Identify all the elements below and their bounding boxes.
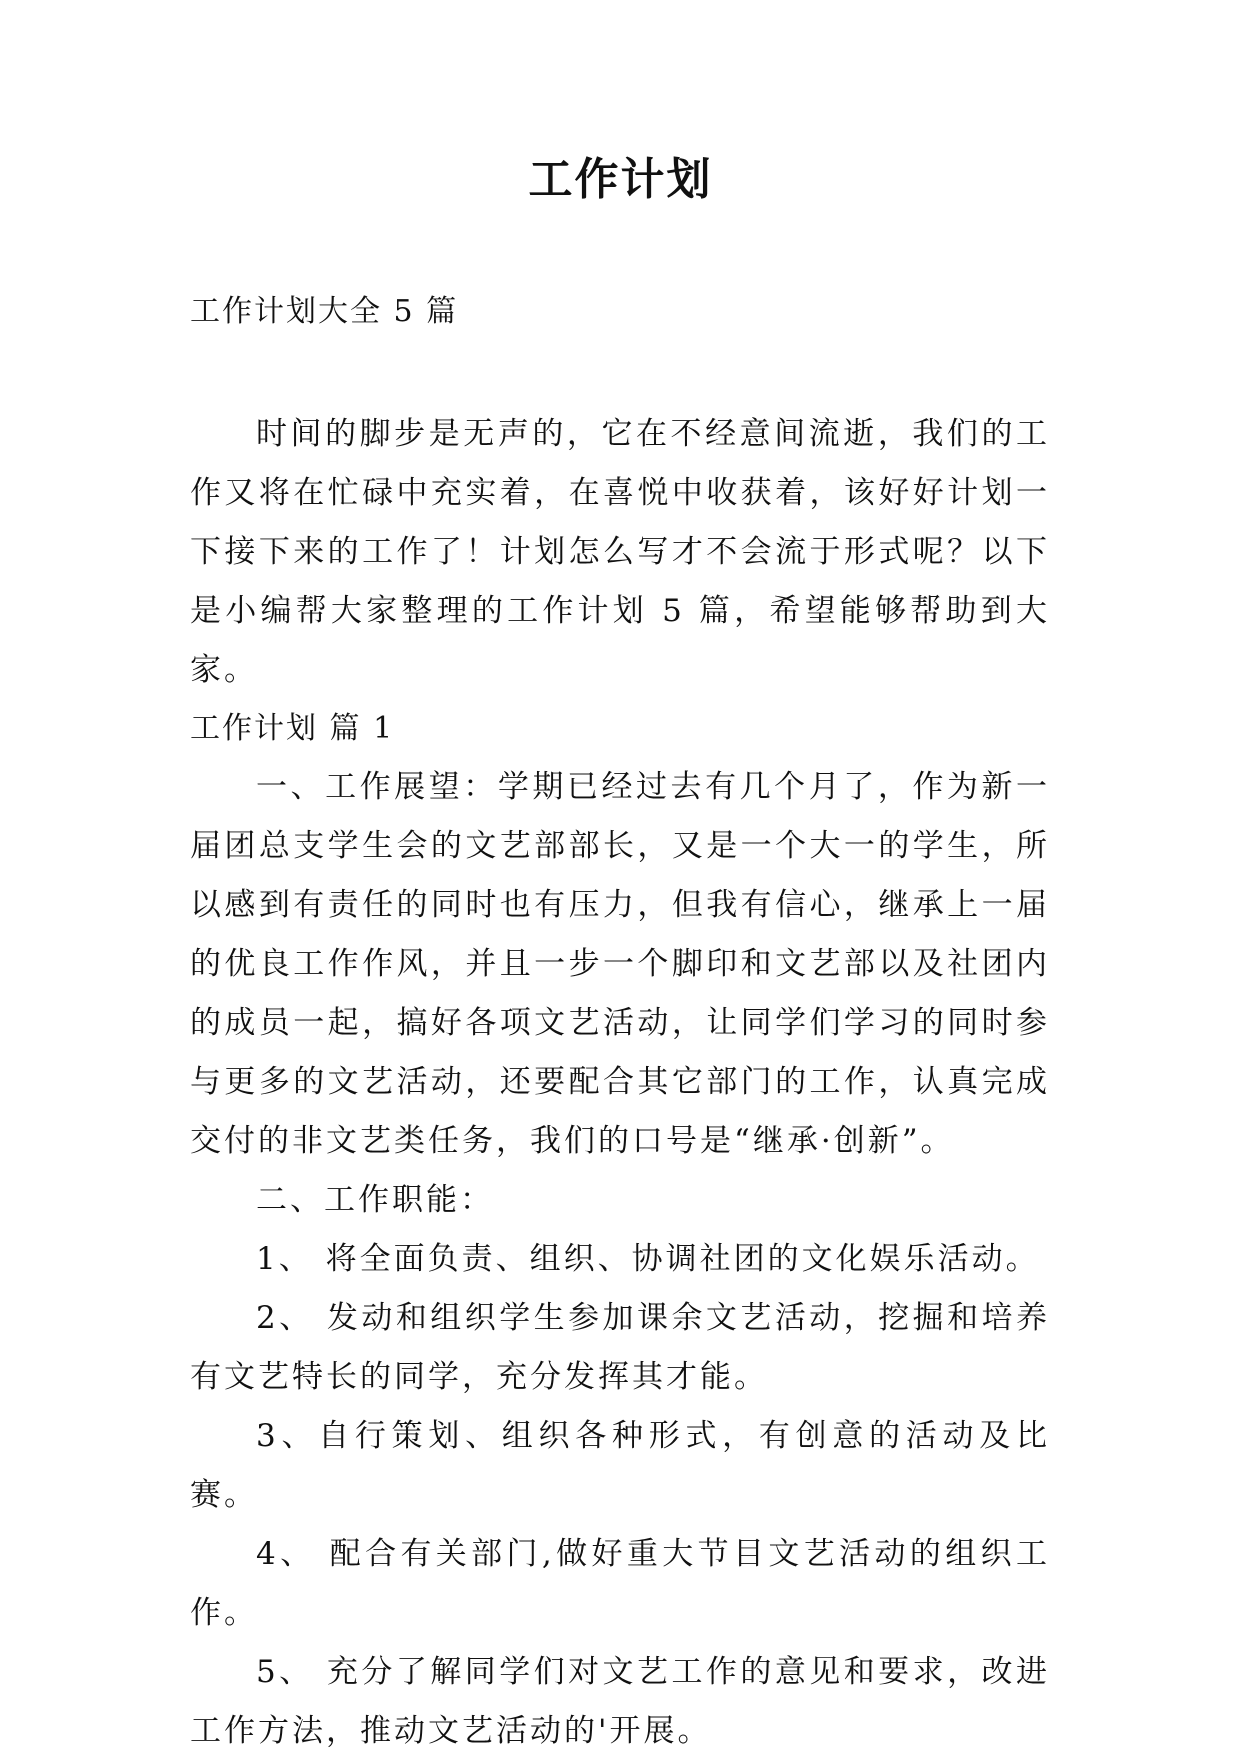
list-item-3: 3、自行策划、组织各种形式，有创意的活动及比赛。 xyxy=(190,1418,1050,1513)
list-item-5: 5、 充分了解同学们对文艺工作的意见和要求，改进工作方法，推动文艺活动的'开展。 xyxy=(190,1654,1050,1749)
list-item-1: 1、 将全面负责、组织、协调社团的文化娱乐活动。 xyxy=(256,1241,1040,1277)
list-item-2: 2、 发动和组织学生参加课余文艺活动，挖掘和培养有文艺特长的同学，充分发挥其才能。 xyxy=(190,1300,1050,1395)
paragraph-functions-heading: 二、工作职能： xyxy=(256,1182,494,1218)
document-subtitle: 工作计划大全 5 篇 xyxy=(190,294,459,329)
intro-paragraph: 时间的脚步是无声的，它在不经意间流逝，我们的工作又将在忙碌中充实着，在喜悦中收获着，该好好计划一下接下来的工作了！计划怎么写才不会流于形式呢？以下是小编帮大家整理的工作计划 5 篇，希望能够帮助到大家。 xyxy=(190,416,1050,688)
document-body xyxy=(190,405,1050,1761)
list-item-4: 4、 配合有关部门,做好重大节目文艺活动的组织工作。 xyxy=(190,1536,1050,1631)
page-title: 工作计划 xyxy=(528,154,713,205)
paragraph-outlook: 一、工作展望：学期已经过去有几个月了，作为新一届团总支学生会的文艺部部长，又是一个大一的学生，所以感到有责任的同时也有压力，但我有信心，继承上一届的优良工作作风，并且一步一个脚印和文艺部以及社团内的成员一起，搞好各项文艺活动，让同学们学习的同时参与更多的文艺活动，还要配合其它部门的工作，认真完成交付的非文艺类任务，我们的口号是“继承·创新”。 xyxy=(190,769,1050,1159)
section-heading: 工作计划 篇 1 xyxy=(190,711,395,746)
